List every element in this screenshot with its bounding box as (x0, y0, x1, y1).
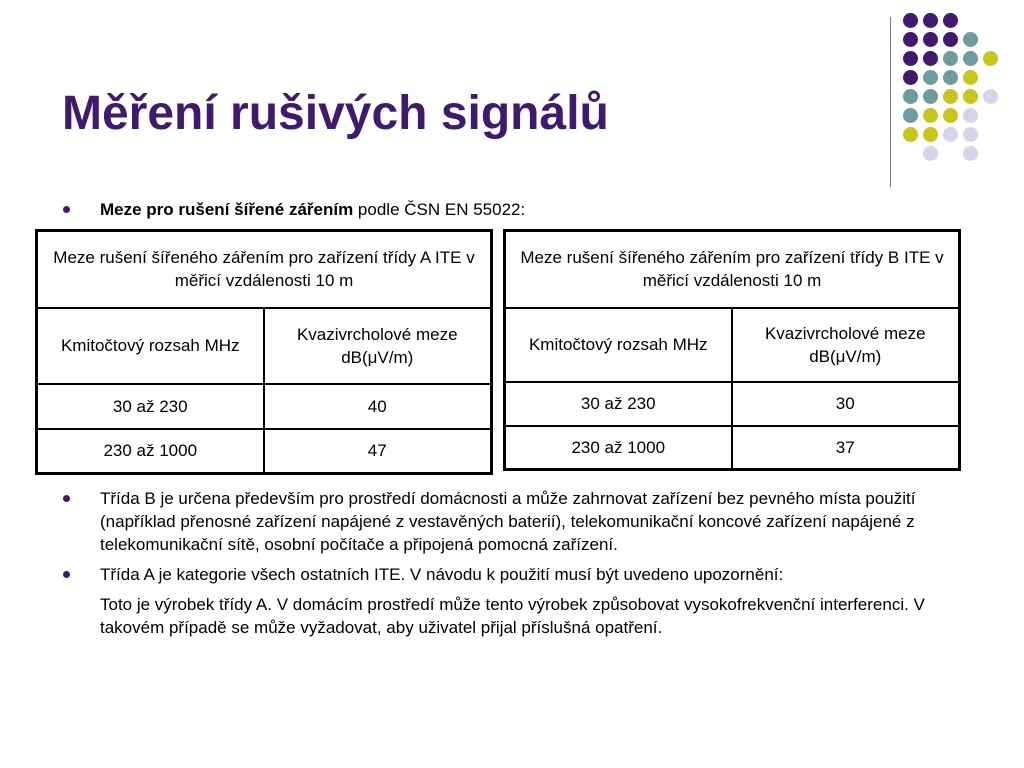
intro-bold-text: Meze pro rušení šířené zářením (100, 200, 354, 219)
decorative-dot (943, 108, 958, 123)
decorative-dot (903, 51, 918, 66)
table-b-limit-cell: 37 (732, 426, 960, 470)
table-row (505, 426, 960, 470)
decorative-dot (923, 51, 938, 66)
table-a-limit-cell: 47 (264, 429, 492, 474)
intro-text: podle ČSN EN 55022: (353, 200, 526, 219)
bullet-intro (100, 198, 700, 221)
decorative-dot-grid (905, 13, 1005, 173)
table-a-header: Meze rušení šířeného zářením pro zařízení třídy A ITE v měřicí vzdálenosti 10 m (37, 231, 492, 308)
decorative-dot (923, 32, 938, 47)
bullet-icon (63, 495, 70, 502)
table-a-range-cell: 230 až 1000 (37, 429, 264, 474)
table-row (37, 384, 492, 429)
table-b-col-range: Kmitočtový rozsah MHz (505, 308, 732, 382)
table-b-range-cell: 230 až 1000 (505, 426, 732, 470)
decorative-dot (943, 127, 958, 142)
decorative-dot (963, 127, 978, 142)
table-b-limit-cell: 30 (732, 382, 960, 426)
decorative-dot (943, 32, 958, 47)
decorative-dot (923, 146, 938, 161)
decorative-dot (963, 51, 978, 66)
table-a-limit-cell: 40 (264, 384, 492, 429)
decorative-dot (963, 32, 978, 47)
table-b-col-limit: Kvazivrcholové meze dB(μV/m) (732, 308, 960, 382)
decorative-dot (923, 127, 938, 142)
class-a-text: Třída A je kategorie všech ostatních ITE. V návodu k použití musí být uvedeno upozornění: (100, 565, 784, 584)
divider-line (890, 17, 891, 187)
table-a-col-range: Kmitočtový rozsah MHz (37, 308, 264, 384)
bullet-class-a (100, 563, 980, 586)
warning-text: Toto je výrobek třídy A. V domácím prostředí může tento výrobek způsobovat vysokofrekvenční interferenci. V takovém případě se může vyžadovat, aby uživatel přijal příslušná opatření. (100, 595, 925, 637)
bullet-icon (63, 206, 70, 213)
bullet-icon (63, 571, 70, 578)
table-b-range-cell: 30 až 230 (505, 382, 732, 426)
decorative-dot (903, 13, 918, 28)
decorative-dot (923, 89, 938, 104)
table-row (505, 382, 960, 426)
warning-paragraph (100, 593, 970, 639)
bullet-class-b (100, 487, 980, 556)
decorative-dot (943, 70, 958, 85)
slide-title: Měření rušivých signálů (62, 87, 609, 140)
decorative-dot (963, 89, 978, 104)
decorative-dot (963, 146, 978, 161)
table-b-header: Meze rušení šířeného zářením pro zařízení třídy B ITE v měřicí vzdálenosti 10 m (505, 231, 960, 308)
decorative-dot (903, 32, 918, 47)
decorative-dot (943, 51, 958, 66)
table-a-col-limit: Kvazivrcholové meze dB(μV/m) (264, 308, 492, 384)
decorative-dot (903, 127, 918, 142)
limits-table-class-b (503, 229, 961, 471)
decorative-dot (983, 89, 998, 104)
class-b-text: Třída B je určena především pro prostředí domácnosti a může zahrnovat zařízení bez pevného místa použití (například přenosné zařízení napájené z vestavěných baterií), telekomunikační koncové zařízení napájené z telekomunikační sítě, osobní počítače a připojená pomocná zařízení. (100, 489, 916, 554)
decorative-dot (963, 70, 978, 85)
decorative-dot (923, 70, 938, 85)
decorative-dot (903, 89, 918, 104)
table-a-range-cell: 30 až 230 (37, 384, 264, 429)
decorative-dot (903, 70, 918, 85)
limits-table-class-a (35, 229, 493, 475)
decorative-dot (923, 13, 938, 28)
decorative-dot (943, 89, 958, 104)
table-row (37, 429, 492, 474)
decorative-dot (903, 108, 918, 123)
decorative-dot (923, 108, 938, 123)
decorative-dot (963, 108, 978, 123)
decorative-dot (983, 51, 998, 66)
decorative-dot (943, 13, 958, 28)
